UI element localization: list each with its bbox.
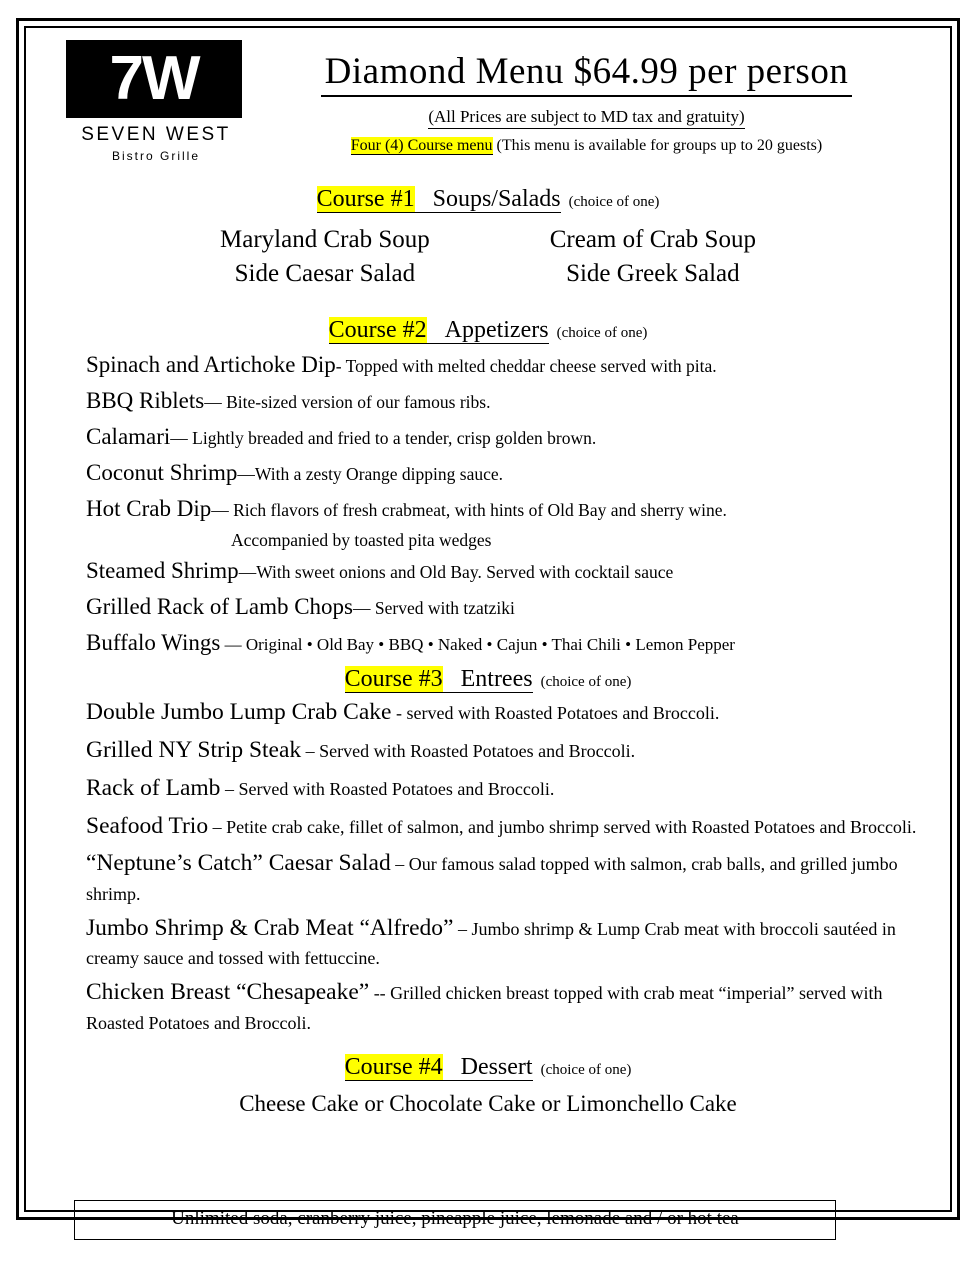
- course-4-name: Dessert: [443, 1054, 533, 1081]
- course-1-heading: [34, 186, 942, 213]
- menu-header: [259, 50, 914, 155]
- page-title: Diamond Menu $64.99 per person: [321, 50, 853, 97]
- menu-item: [86, 492, 932, 526]
- menu-item: Side Caesar Salad: [234, 259, 416, 287]
- menu-item: [86, 384, 932, 418]
- menu-item: Cream of Crab Soup: [549, 226, 756, 253]
- menu-item-name: Steamed Shrimp: [86, 558, 239, 584]
- four-course-note: (This menu is available for groups up to 20 guests): [496, 137, 823, 154]
- course-2-items: [34, 348, 942, 661]
- menu-item: [86, 626, 932, 660]
- course-1-name: Soups/Salads: [415, 186, 561, 213]
- menu-item-name: Jumbo Shrimp & Crab Meat “Alfredo”: [86, 914, 454, 941]
- menu-item: Maryland Crab Soup: [220, 226, 430, 253]
- logo-restaurant-name: SEVEN WEST: [81, 124, 231, 145]
- menu-item-name: Buffalo Wings: [86, 630, 221, 656]
- menu-item: [86, 911, 934, 972]
- menu-item: [86, 554, 932, 588]
- price-disclaimer: (All Prices are subject to MD tax and gratuity): [428, 107, 744, 129]
- menu-item: [86, 975, 934, 1036]
- logo-tagline: Bistro Grille: [111, 149, 200, 163]
- course-3-items: [34, 695, 942, 1036]
- course-2-choice: (choice of one): [556, 324, 648, 341]
- course-1-label: Course #1: [316, 186, 415, 212]
- menu-item: [86, 348, 932, 382]
- menu-item-desc: — Bite-sized version of our famous ribs.: [204, 391, 491, 412]
- four-course-label: Four (4) Course menu: [350, 137, 493, 154]
- menu-item-desc: — Served with tzatziki: [353, 598, 515, 619]
- course-4-label: Course #4: [344, 1054, 443, 1081]
- four-course-line: [259, 137, 914, 155]
- menu-item-name: Coconut Shrimp: [86, 459, 238, 485]
- course-4-heading: [34, 1054, 942, 1081]
- menu-item-name: Double Jumbo Lump Crab Cake: [86, 699, 392, 726]
- menu-item-desc: – Jumbo shrimp & Lump Crab meat with broccoli sautéed in creamy sauce and tossed with fettuccine.: [86, 918, 896, 969]
- menu-item-desc: – Our famous salad topped with salmon, crab balls, and grilled jumbo shrimp.: [86, 854, 898, 905]
- menu-item: [86, 733, 934, 768]
- restaurant-logo: [66, 40, 246, 163]
- course-2-heading: [34, 317, 942, 344]
- menu-item-desc: – Petite crab cake, fillet of salmon, and jumbo shrimp served with Roasted Potatoes and Broccoli.: [208, 816, 917, 837]
- menu-item-desc: – Served with Roasted Potatoes and Broccoli.: [220, 778, 555, 799]
- menu-item: [86, 456, 932, 490]
- menu-content: [34, 36, 942, 1202]
- course-3-choice: (choice of one): [540, 674, 632, 691]
- menu-item-desc: -- Grilled chicken breast topped with crab meat “imperial” served with Roasted Potatoes and Broccoli.: [86, 983, 883, 1033]
- menu-item-name: Rack of Lamb: [86, 774, 221, 801]
- beverages-box: Unlimited soda, cranberry juice, pineapple juice, lemonade and / or hot tea: [74, 1200, 836, 1240]
- course-1-left-column: [220, 223, 430, 291]
- menu-item: [86, 809, 934, 844]
- course-4-choice: (choice of one): [540, 1062, 632, 1079]
- menu-item-name: Grilled NY Strip Steak: [86, 737, 302, 764]
- menu-item-name: Hot Crab Dip: [86, 495, 212, 521]
- menu-item-desc: – Served with Roasted Potatoes and Broccoli.: [301, 741, 636, 762]
- course-1-choice: (choice of one): [568, 194, 660, 210]
- menu-item-name: Calamari: [86, 423, 171, 449]
- course-1-items: [34, 223, 942, 291]
- menu-item-name: Grilled Rack of Lamb Chops: [86, 594, 354, 620]
- course-3-heading: [34, 666, 942, 693]
- menu-item-desc: — Rich flavors of fresh crabmeat, with hints of Old Bay and sherry wine.: [211, 499, 727, 520]
- menu-item-desc: —With sweet onions and Old Bay. Served with cocktail sauce: [238, 562, 674, 583]
- course-4-items: Cheese Cake or Chocolate Cake or Limonchello Cake: [239, 1091, 737, 1117]
- course-2-label: Course #2: [328, 316, 427, 343]
- menu-item: Side Greek Salad: [566, 259, 740, 287]
- menu-item: [86, 771, 934, 806]
- course-1-right-column: [550, 223, 756, 291]
- menu-item-desc: — Original • Old Bay • BBQ • Naked • Cajun • Thai Chili • Lemon Pepper: [220, 635, 735, 655]
- course-3-name: Entrees: [443, 666, 533, 693]
- menu-item: [86, 695, 934, 730]
- course-3-label: Course #3: [344, 666, 443, 693]
- menu-item-desc: — Lightly breaded and fried to a tender, crisp golden brown.: [170, 427, 597, 448]
- menu-item-continuation: Accompanied by toasted pita wedges: [231, 529, 492, 550]
- menu-item: [86, 846, 934, 907]
- menu-item: [86, 590, 932, 624]
- menu-item: [86, 420, 932, 454]
- menu-item-desc: - served with Roasted Potatoes and Broccoli.: [391, 703, 720, 724]
- menu-item-name: Chicken Breast “Chesapeake”: [86, 979, 370, 1006]
- menu-item-name: BBQ Riblets: [86, 387, 205, 413]
- course-2-name: Appetizers: [427, 317, 549, 344]
- menu-item-desc: - Topped with melted cheddar cheese served with pita.: [335, 355, 717, 376]
- menu-item-name: Spinach and Artichoke Dip: [86, 351, 336, 377]
- menu-item-desc: —With a zesty Orange dipping sauce.: [237, 463, 504, 484]
- menu-item-name: “Neptune’s Catch” Caesar Salad: [86, 850, 391, 877]
- menu-item-name: Seafood Trio: [86, 812, 209, 839]
- logo-mark: 7W: [66, 40, 242, 118]
